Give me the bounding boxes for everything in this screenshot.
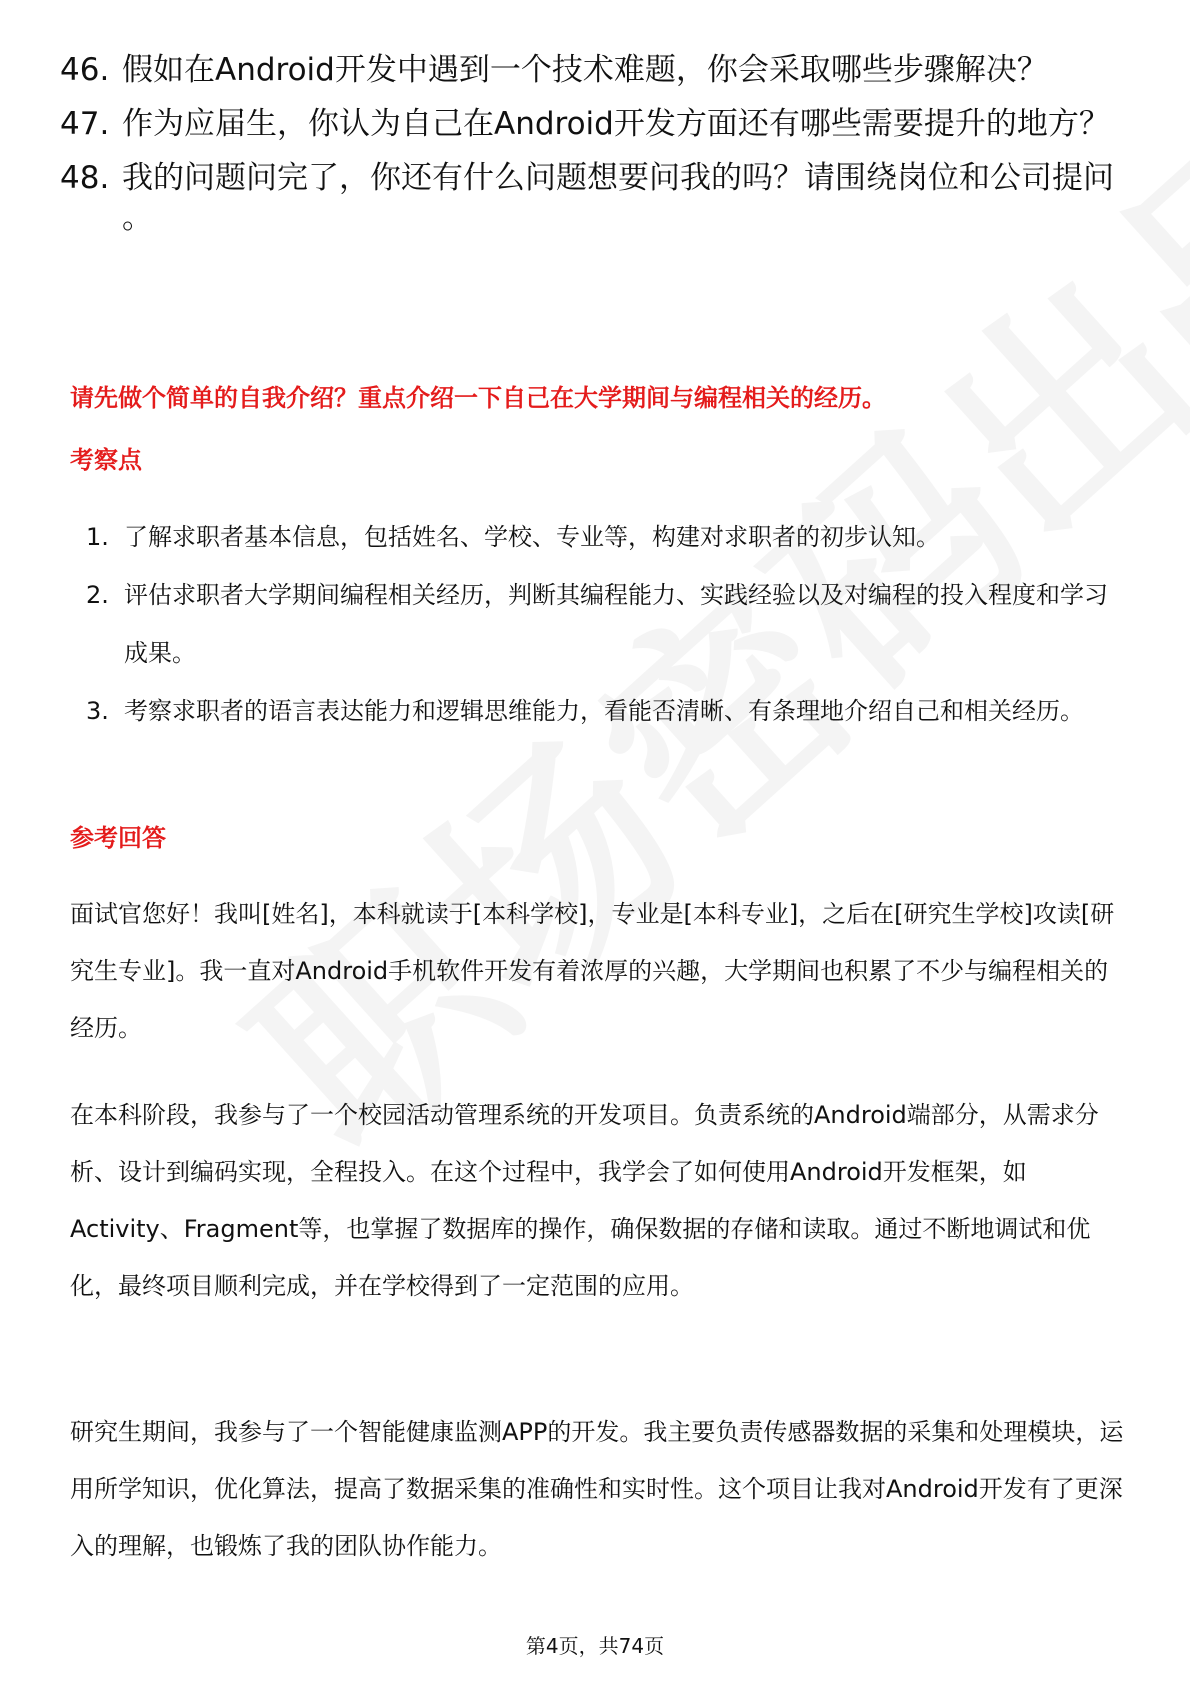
list-item-number: 1. [86, 523, 109, 551]
list-item-number: 3. [86, 697, 109, 725]
question-text: 作为应届生，你认为自己在Android开发方面还有哪些需要提升的地方？ [122, 106, 1110, 142]
question-number: 46. [60, 52, 110, 88]
answer-paragraph-intro: 面试官您好！我叫[姓名]，本科就读于[本科学校]，专业是[本科专业]，之后在[研究生学校]攻读[研究生专业]。我一直对Android手机软件开发有着浓厚的兴趣，大学期间也积累了不少与编程相关的经历。 [70, 900, 1115, 1042]
question-text: 我的问题问完了，你还有什么问题想要问我的吗？请围绕岗位和公司提问 。 [122, 160, 1114, 236]
question-item-47 [60, 104, 1120, 144]
section-title-reference-answer: 参考回答 [70, 824, 166, 852]
list-item [86, 508, 1126, 566]
question-number: 47. [60, 106, 110, 142]
question-item-48 [60, 158, 1120, 238]
question-item-46 [60, 50, 1120, 90]
question-number: 48. [60, 160, 110, 196]
question-text: 假如在Android开发中遇到一个技术难题，你会采取哪些步骤解决？ [122, 52, 1048, 88]
section-title-assessment: 考察点 [70, 446, 142, 474]
list-item [86, 682, 1126, 740]
assessment-point-list [86, 508, 1126, 740]
list-item-number: 2. [86, 581, 109, 609]
question-list [60, 50, 1120, 252]
list-item-text: 考察求职者的语言表达能力和逻辑思维能力，看能否清晰、有条理地介绍自己和相关经历。 [124, 697, 1084, 725]
list-item [86, 566, 1126, 682]
page-footer: 第4页，共74页 [525, 1634, 665, 1658]
answer-paragraph-graduate: 研究生期间，我参与了一个智能健康监测APP的开发。我主要负责传感器数据的采集和处理模块，运用所学知识，优化算法，提高了数据采集的准确性和实时性。这个项目让我对Android开发有了更深入的理解，也锻炼了我的团队协作能力。 [70, 1418, 1124, 1560]
answer-paragraph-undergrad: 在本科阶段，我参与了一个校园活动管理系统的开发项目。负责系统的Android端部分，从需求分析、设计到编码实现，全程投入。在这个过程中，我学会了如何使用Android开发框架，如Activity、Fragment等，也掌握了数据库的操作，确保数据的存储和读取。通过不断地调试和优化，最终项目顺利完成，并在学校得到了一定范围的应用。 [70, 1101, 1099, 1300]
list-item-text: 了解求职者基本信息，包括姓名、学校、专业等，构建对求职者的初步认知。 [124, 523, 940, 551]
question-headline: 请先做个简单的自我介绍？重点介绍一下自己在大学期间与编程相关的经历。 [70, 384, 886, 412]
list-item-text: 评估求职者大学期间编程相关经历，判断其编程能力、实践经验以及对编程的投入程度和学习成果。 [124, 581, 1108, 667]
